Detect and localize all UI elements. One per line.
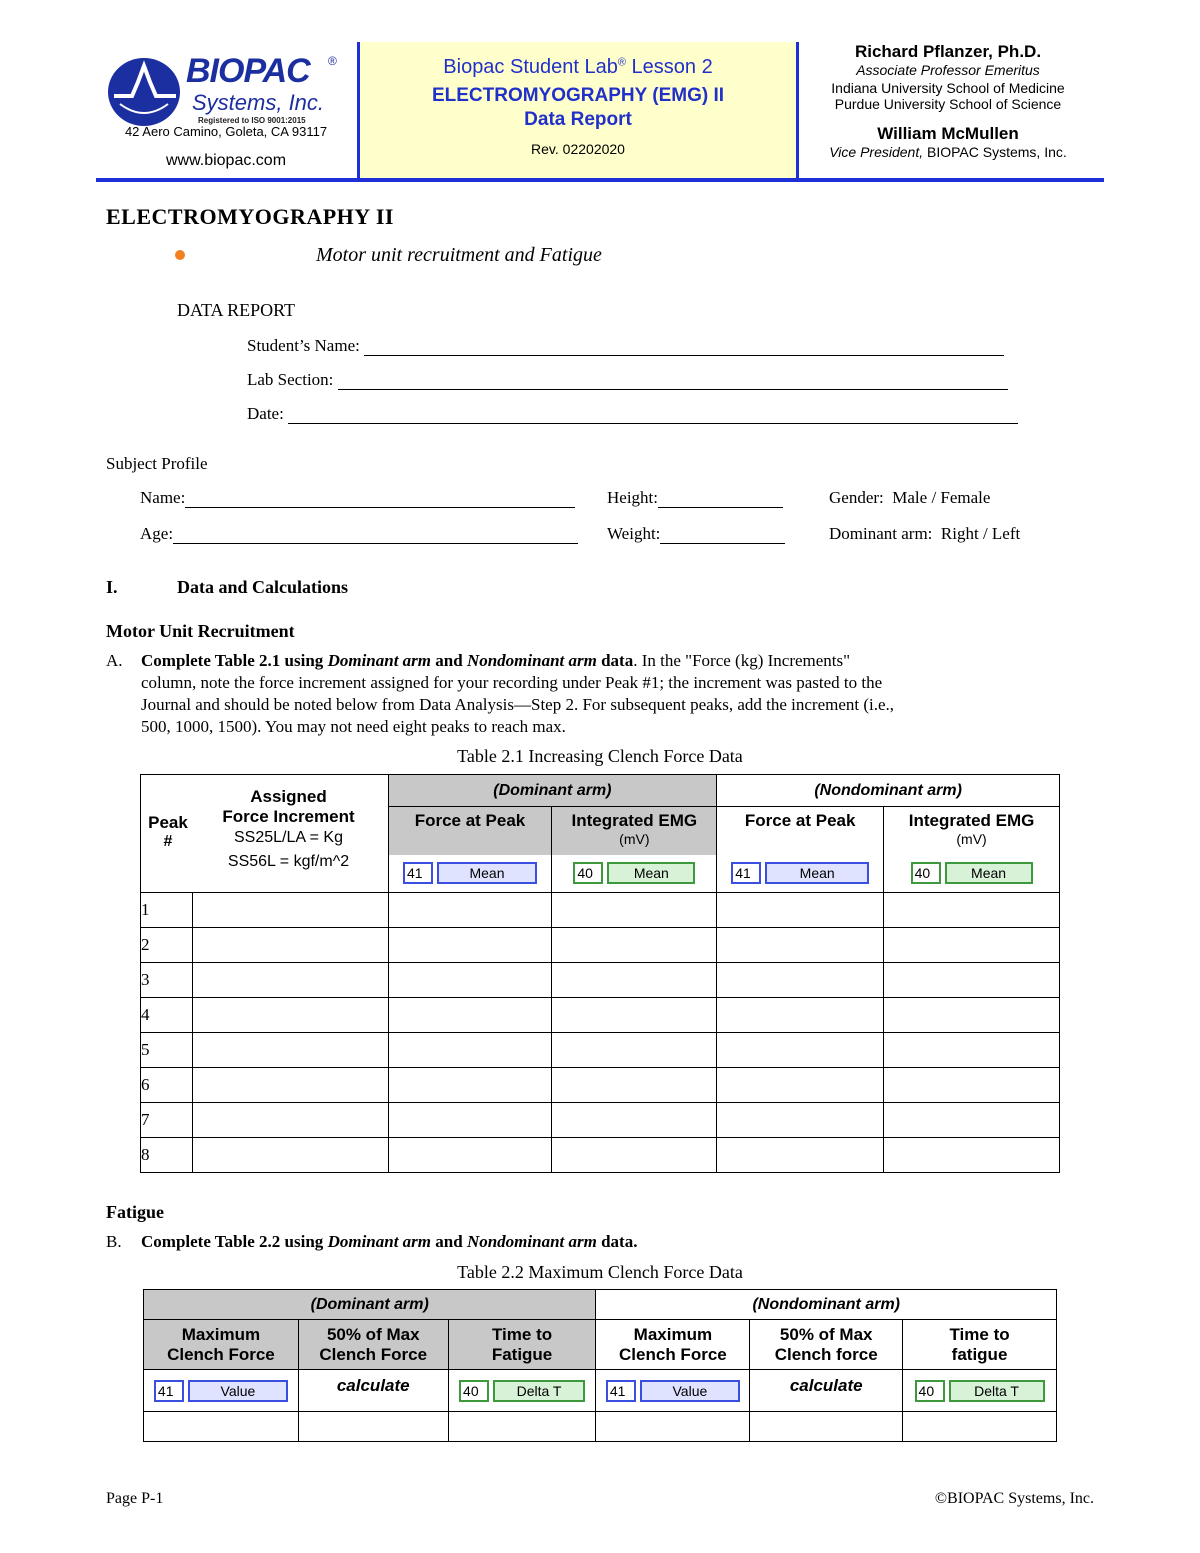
- header-lesson-block: [357, 42, 799, 178]
- non-force-cell[interactable]: [717, 1068, 884, 1103]
- dom-emg-cell[interactable]: [552, 998, 717, 1033]
- section-title: Data and Calculations: [177, 577, 349, 597]
- dominant-arm-row: [829, 524, 1020, 544]
- weight-row: [607, 524, 785, 544]
- peak-header: [147, 813, 189, 851]
- dom-emg-cell[interactable]: [552, 928, 717, 963]
- non-force-at-peak-label: Force at Peak: [744, 811, 856, 830]
- date-field[interactable]: [288, 405, 1018, 424]
- dom-emg-chip-cell: [552, 855, 717, 893]
- non-max-l1: Maximum: [633, 1324, 713, 1344]
- non-max-value-chip[interactable]: [606, 1380, 740, 1402]
- non-calculate-cell: calculate: [750, 1370, 903, 1412]
- chip-channel: 40: [911, 862, 941, 884]
- dom-time-chip-cell: [448, 1370, 596, 1412]
- instruction-a-line4: 500, 1000, 1500). You may not need eight peaks to reach max.: [141, 717, 566, 736]
- instruction-b-italic2: Nondominant arm: [466, 1232, 597, 1251]
- dom-time-l1: Time to: [491, 1324, 553, 1344]
- lesson-title: [360, 56, 796, 79]
- author2-name: William McMullen: [877, 124, 1019, 143]
- lab-section-row: [247, 370, 1008, 390]
- table2-nondominant-header: (Nondominant arm): [596, 1290, 1057, 1320]
- non-force-cell[interactable]: [717, 928, 884, 963]
- dom-delta-t-chip[interactable]: [459, 1380, 585, 1402]
- instruction-a-line3: Journal and should be noted below from Data Analysis—Step 2. For subsequent peaks, add the increment (i.e.,: [141, 695, 895, 714]
- dom-force-cell[interactable]: [388, 1103, 552, 1138]
- lesson-name: Biopac Student Lab: [443, 56, 618, 78]
- fatigue-heading: Fatigue: [106, 1202, 164, 1222]
- header-authors-block: [796, 42, 1100, 180]
- increment-cell[interactable]: [192, 963, 388, 998]
- table-row: [141, 963, 1060, 998]
- non-time-entry[interactable]: [903, 1412, 1057, 1442]
- instruction-b: [141, 1231, 637, 1253]
- dom-time-entry[interactable]: [448, 1412, 596, 1442]
- increment-cell[interactable]: [192, 1138, 388, 1173]
- dom-emg-cell[interactable]: [552, 1138, 717, 1173]
- lab-section-label: Lab Section:: [247, 370, 334, 389]
- non-force-mean-chip[interactable]: [731, 862, 869, 884]
- non-integrated-emg-header: [884, 807, 1060, 855]
- non-force-cell[interactable]: [717, 998, 884, 1033]
- increment-cell[interactable]: [192, 893, 388, 928]
- non-emg-chip-cell: [884, 855, 1060, 893]
- author2-title-rest: BIOPAC Systems, Inc.: [923, 144, 1067, 160]
- dom-max-l2: Clench Force: [167, 1344, 275, 1364]
- dom-force-cell[interactable]: [388, 928, 552, 963]
- subject-name-label: Name:: [140, 488, 186, 507]
- logo-subtitle: Systems, Inc.: [192, 90, 325, 115]
- dom-mv-label: (mV): [619, 831, 650, 847]
- ss25-unit: SS25L/LA = Kg: [234, 829, 343, 846]
- footer-page-number: Page P-1: [106, 1490, 164, 1507]
- author1-affiliation1: Indiana University School of Medicine: [831, 80, 1065, 96]
- website[interactable]: www.biopac.com: [165, 152, 287, 169]
- peak-number-cell: 5: [141, 1033, 193, 1068]
- dom-emg-cell[interactable]: [552, 893, 717, 928]
- table1-header-assigned: [141, 775, 389, 893]
- dom-integrated-emg-header: [552, 807, 717, 855]
- non-emg-cell[interactable]: [884, 1068, 1060, 1103]
- chip-channel: 40: [915, 1380, 945, 1402]
- non-max-l2: Clench Force: [619, 1344, 727, 1364]
- dom-force-chip-cell: [388, 855, 552, 893]
- chip-measure: Mean: [765, 862, 869, 884]
- table2-caption: Table 2.2 Maximum Clench Force Data: [457, 1262, 743, 1282]
- instruction-a-rest1: . In the "Force (kg) Increments": [633, 651, 851, 670]
- non-time-header: [903, 1320, 1057, 1370]
- non-emg-cell[interactable]: [884, 928, 1060, 963]
- student-name-row: [247, 336, 1004, 356]
- non-emg-mean-chip[interactable]: [911, 862, 1033, 884]
- non-emg-cell[interactable]: [884, 1103, 1060, 1138]
- instruction-a-bold3: data: [596, 651, 634, 670]
- dom-emg-cell[interactable]: [552, 1033, 717, 1068]
- peak-number-cell: 2: [141, 928, 193, 963]
- page-title: ELECTROMYOGRAPHY II: [106, 204, 394, 229]
- lesson-subject: ELECTROMYOGRAPHY (EMG) II: [431, 85, 725, 106]
- instruction-b-bold2: and: [431, 1232, 467, 1251]
- non-max-entry[interactable]: [596, 1412, 750, 1442]
- dom-integrated-emg-label: Integrated EMG: [571, 811, 698, 830]
- peak-number-cell: 6: [141, 1068, 193, 1103]
- non-emg-cell[interactable]: [884, 998, 1060, 1033]
- assigned-label: Assigned: [250, 787, 327, 806]
- non-force-chip-cell: [717, 855, 884, 893]
- non-emg-cell[interactable]: [884, 1138, 1060, 1173]
- dom-force-cell[interactable]: [388, 1138, 552, 1173]
- table1-dominant-header: (Dominant arm): [388, 775, 717, 807]
- table-row: [141, 1033, 1060, 1068]
- gender-options[interactable]: Male / Female: [892, 488, 991, 507]
- table1-body: [141, 893, 1060, 1173]
- chip-channel: 41: [403, 862, 433, 884]
- instruction-b-bold3: data.: [596, 1232, 638, 1251]
- data-report-heading: DATA REPORT: [177, 300, 295, 320]
- increment-cell[interactable]: [192, 928, 388, 963]
- iso-registration: Registered to ISO 9001:2015: [198, 116, 306, 125]
- table2-dominant-header: (Dominant arm): [144, 1290, 596, 1320]
- chip-channel: 41: [606, 1380, 636, 1402]
- subject-name-row: [140, 488, 575, 508]
- dom-force-cell[interactable]: [388, 998, 552, 1033]
- lesson-number: Lesson 2: [625, 56, 713, 78]
- table-2-1: [140, 774, 1060, 1173]
- dominant-arm-label: Dominant arm:: [829, 524, 933, 543]
- height-label: Height:: [607, 488, 658, 507]
- revision: Rev. 02202020: [531, 141, 625, 157]
- non-pct-l2: Clench force: [774, 1344, 878, 1364]
- chip-measure: Delta T: [949, 1380, 1045, 1402]
- author2-title-italic: Vice President,: [829, 144, 924, 160]
- increment-cell[interactable]: [192, 1103, 388, 1138]
- peak-number-cell: 7: [141, 1103, 193, 1138]
- force-increment-label: Force Increment: [222, 807, 355, 826]
- non-force-cell[interactable]: [717, 1033, 884, 1068]
- gender-row: [829, 488, 990, 508]
- non-time-l2: fatigue: [951, 1344, 1008, 1364]
- logo-wordmark: BIOPAC: [186, 52, 310, 90]
- dom-pct-l2: Clench Force: [319, 1344, 428, 1364]
- dom-force-at-peak-label: Force at Peak: [414, 811, 526, 830]
- non-pct-l1: 50% of Max: [779, 1324, 873, 1344]
- increment-cell[interactable]: [192, 1068, 388, 1103]
- dom-max-l1: Maximum: [181, 1324, 261, 1344]
- non-force-cell[interactable]: [717, 893, 884, 928]
- non-max-chip-cell: [596, 1370, 750, 1412]
- dominant-arm-options[interactable]: Right / Left: [940, 524, 1021, 543]
- date-row: [247, 404, 1018, 424]
- dom-pct-entry[interactable]: [298, 1412, 448, 1442]
- dom-force-cell[interactable]: [388, 893, 552, 928]
- student-name-field[interactable]: [364, 337, 1004, 356]
- height-field[interactable]: [658, 489, 783, 508]
- bullet-text: Motor unit recruitment and Fatigue: [316, 244, 602, 266]
- chip-channel: 40: [573, 862, 603, 884]
- instruction-a-bold2: and: [431, 651, 467, 670]
- dom-pct-header: [298, 1320, 448, 1370]
- height-row: [607, 488, 783, 508]
- dom-max-entry[interactable]: [144, 1412, 299, 1442]
- non-emg-cell[interactable]: [884, 1033, 1060, 1068]
- dom-max-header: [144, 1320, 299, 1370]
- dom-force-cell[interactable]: [388, 1033, 552, 1068]
- weight-field[interactable]: [660, 525, 785, 544]
- dom-max-value-chip[interactable]: [154, 1380, 288, 1402]
- non-integrated-emg-label: Integrated EMG: [908, 811, 1035, 830]
- dom-calculate-cell: calculate: [298, 1370, 448, 1412]
- instruction-a-italic2: Nondominant arm: [466, 651, 597, 670]
- student-name-label: Student’s Name:: [247, 336, 360, 355]
- dom-force-cell[interactable]: [388, 1068, 552, 1103]
- lesson-sup: ®: [617, 56, 626, 69]
- non-force-cell[interactable]: [717, 1138, 884, 1173]
- chip-measure: Mean: [945, 862, 1033, 884]
- non-time-chip-cell: [903, 1370, 1057, 1412]
- chip-measure: Value: [640, 1380, 740, 1402]
- instruction-b-italic1: Dominant arm: [327, 1232, 432, 1251]
- table-2-2: [143, 1289, 1057, 1442]
- author1-name: Richard Pflanzer, Ph.D.: [854, 42, 1042, 61]
- weight-label: Weight:: [607, 524, 661, 543]
- non-force-cell[interactable]: [717, 1103, 884, 1138]
- dom-emg-cell[interactable]: [552, 963, 717, 998]
- header-divider: [96, 178, 1104, 182]
- header-logo-block: [96, 42, 356, 180]
- table-row: [141, 1138, 1060, 1173]
- instruction-a-italic1: Dominant arm: [327, 651, 432, 670]
- instruction-a-line2: column, note the force increment assigned for your recording under Peak #1; the increment was pasted to the: [141, 673, 883, 692]
- bullet-icon: [175, 250, 185, 260]
- instruction-a-line1: [141, 650, 1041, 672]
- subject-age-label: Age:: [140, 524, 174, 543]
- gender-label: Gender:: [829, 488, 884, 507]
- dom-force-mean-chip[interactable]: [403, 862, 537, 884]
- instruction-a-label: A.: [106, 651, 123, 670]
- subject-name-field[interactable]: [185, 489, 575, 508]
- dom-force-cell[interactable]: [388, 963, 552, 998]
- dom-pct-l1: 50% of Max: [326, 1324, 420, 1344]
- dom-emg-mean-chip[interactable]: [573, 862, 695, 884]
- dom-emg-cell[interactable]: [552, 1068, 717, 1103]
- dom-max-chip-cell: [144, 1370, 299, 1412]
- table-row: [141, 998, 1060, 1033]
- table1-nondominant-header: (Nondominant arm): [717, 775, 1060, 807]
- instruction-a-bold1: Complete Table 2.1 using: [141, 651, 328, 670]
- author1-affiliation2: Purdue University School of Science: [834, 96, 1062, 112]
- biopac-logo: [106, 50, 346, 130]
- table-row: [141, 1068, 1060, 1103]
- instruction-b-label: B.: [106, 1232, 122, 1251]
- non-mv-label: (mV): [956, 831, 987, 847]
- lab-section-field[interactable]: [338, 371, 1008, 390]
- dom-time-l2: Fatigue: [491, 1344, 553, 1364]
- biopac-logo-icon: [106, 52, 186, 132]
- dom-emg-cell[interactable]: [552, 1103, 717, 1138]
- dom-force-at-peak-header: [388, 807, 552, 855]
- instruction-a: [141, 650, 1041, 738]
- non-pct-entry[interactable]: [750, 1412, 903, 1442]
- non-emg-cell[interactable]: [884, 893, 1060, 928]
- chip-measure: Delta T: [493, 1380, 585, 1402]
- peak-number-cell: 8: [141, 1138, 193, 1173]
- non-force-cell[interactable]: [717, 963, 884, 998]
- address: 42 Aero Camino, Goleta, CA 93117: [124, 124, 328, 139]
- peak-number-cell: 3: [141, 963, 193, 998]
- chip-measure: Value: [188, 1380, 288, 1402]
- subject-profile-heading: Subject Profile: [106, 454, 208, 473]
- increment-cell[interactable]: [192, 998, 388, 1033]
- table1-caption: Table 2.1 Increasing Clench Force Data: [457, 746, 743, 766]
- non-emg-cell[interactable]: [884, 963, 1060, 998]
- footer-copyright: ©BIOPAC Systems, Inc.: [934, 1490, 1094, 1507]
- subject-age-row: [140, 524, 578, 544]
- peak-number-cell: 4: [141, 998, 193, 1033]
- report-type: Data Report: [524, 109, 632, 130]
- author1-title: Associate Professor Emeritus: [856, 62, 1040, 78]
- increment-cell[interactable]: [192, 1033, 388, 1068]
- table-row: [141, 893, 1060, 928]
- subject-age-field[interactable]: [173, 525, 578, 544]
- motor-unit-heading: Motor Unit Recruitment: [106, 621, 295, 641]
- peak-hash: #: [163, 833, 173, 850]
- non-pct-header: [750, 1320, 903, 1370]
- peak-label: Peak: [148, 813, 188, 832]
- chip-channel: 41: [154, 1380, 184, 1402]
- chip-channel: 41: [731, 862, 761, 884]
- section-number: I.: [106, 577, 118, 597]
- instruction-b-bold1: Complete Table 2.2 using: [141, 1232, 328, 1251]
- ss56-unit: SS56L = kgf/m^2: [227, 853, 350, 870]
- chip-channel: 40: [459, 1380, 489, 1402]
- non-max-header: [596, 1320, 750, 1370]
- date-label: Date:: [247, 404, 284, 423]
- non-time-l1: Time to: [949, 1324, 1010, 1344]
- chip-measure: Mean: [607, 862, 695, 884]
- assigned-header: [211, 787, 366, 871]
- non-force-at-peak-header: [717, 807, 884, 855]
- registered-mark: ®: [328, 54, 337, 68]
- table-row: [141, 1103, 1060, 1138]
- table-row: [141, 928, 1060, 963]
- chip-measure: Mean: [437, 862, 537, 884]
- non-delta-t-chip[interactable]: [915, 1380, 1045, 1402]
- dom-time-header: [448, 1320, 596, 1370]
- peak-number-cell: 1: [141, 893, 193, 928]
- author2-title: [796, 144, 1100, 160]
